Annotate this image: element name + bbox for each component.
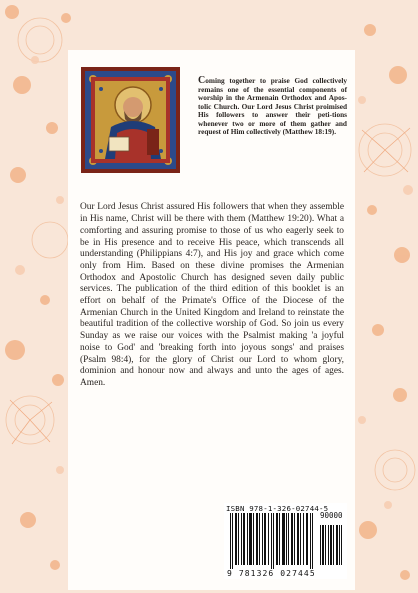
back-cover-panel bbox=[68, 50, 355, 590]
isbn-label: ISBN 978-1-326-02744-5 bbox=[226, 504, 329, 513]
saint-icon-image bbox=[81, 67, 180, 173]
price-code: 90000 bbox=[320, 511, 343, 520]
drop-cap: C bbox=[198, 75, 206, 87]
isbn-barcode bbox=[224, 503, 347, 579]
barcode-digits: 9 781326 027445 bbox=[227, 569, 316, 578]
intro-text: oming together to praise God collectively remains one of the essential components of worship in the Armenain Orthodox and Apos-tolic Church. Our Lord Jesus Christ proimised His followers to answer their peti-tions whenever two or more of them gather and request of Him collectively (Matthew 18:19). bbox=[198, 76, 347, 137]
body-paragraph: Our Lord Jesus Christ assured His followers that when they assemble in His name, Christ will be there with them (Matthew 19:20). What a comforting and assuring promise to those of us who eagerly seek to be in His presence and to receive His peace, which transcends all understanding (Philippians 4:7), and His joy and grace which come only from Him. Based on these divine promises the Armenian Orthodox and Apostolic Church has designed seven daily public services. The publication of the third edition of this booklet is an effort on behalf of the Primate's Office of the Diocese of the Armenian Church in the United Kingdom and Ireland to reinstate the beautiful tradition of the collective worship of God. So join us every Sunday as we raise our voices with the Psalmist making 'a joyful noise to God' and 'breaking forth into joyous songs' and praises (Psalm 98:4), for the glory of Christ our Lord to whom glory, dominion and honour now and always and unto the ages of ages. Amen. bbox=[80, 202, 344, 388]
intro-paragraph bbox=[198, 77, 347, 137]
barcode-bars bbox=[224, 513, 347, 569]
